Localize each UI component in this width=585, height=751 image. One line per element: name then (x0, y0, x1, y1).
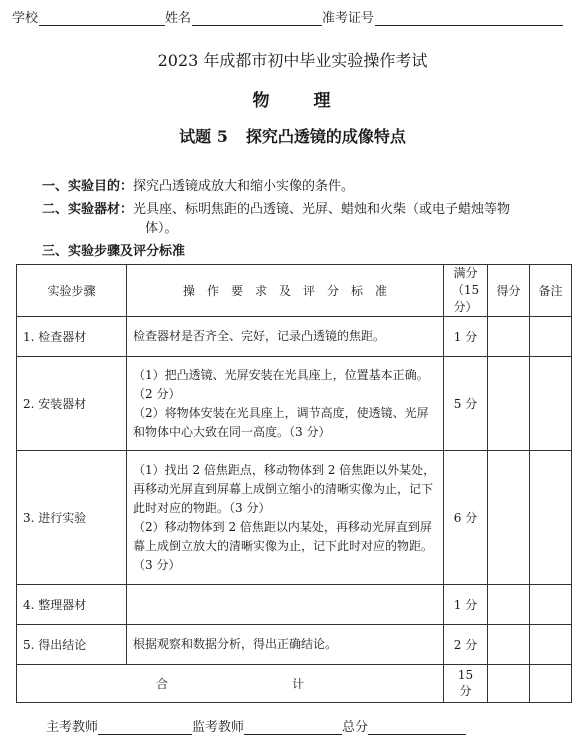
table-total-row (17, 665, 572, 703)
proctor-field[interactable] (244, 720, 342, 735)
section-steps-label: 三、实验步骤及评分标准 (42, 244, 186, 259)
row-2-full: 5 分 (444, 357, 488, 451)
table-row (17, 317, 572, 357)
exam-title: 2023 年成都市初中毕业实验操作考试 (157, 51, 428, 70)
subject-title (0, 86, 585, 111)
row-1-req-1: 检查器材是否齐全、完好，记录凸透镜的焦距。 (133, 329, 386, 343)
row-5-step: 5. 得出结论 (17, 625, 127, 665)
row-5-req-1: 根据观察和数据分析，得出正确结论。 (133, 637, 338, 651)
header-full-score-2: （15 分） (451, 283, 480, 314)
row-5-score-cell[interactable] (488, 625, 530, 665)
section-purpose-label: 一、实验目的： (42, 179, 134, 194)
total-score-field[interactable] (368, 720, 466, 735)
row-5-note-cell[interactable] (530, 625, 572, 665)
proctor-label: 监考教师 (192, 720, 245, 735)
row-3-requirement (127, 451, 444, 585)
row-2-req-1: （1）把凸透镜、光屏安装在光具座上，位置基本正确。（2 分） (133, 367, 429, 401)
exam-no-field[interactable] (375, 11, 563, 26)
signature-footer (46, 716, 466, 735)
row-2-step: 2. 安装器材 (17, 357, 127, 451)
table-row (17, 585, 572, 625)
row-3-full: 6 分 (444, 451, 488, 585)
row-1-score-cell[interactable] (488, 317, 530, 357)
section-purpose (42, 177, 354, 196)
total-score-label: 总分 (342, 720, 369, 735)
row-3-req-1: （1）找出 2 倍焦距点，移动物体到 2 倍焦距以外某处，再移动光屏直到屏幕上成倒立缩小的清晰实像为止，记下此时对应的物距。（3 分） (133, 462, 436, 515)
section-purpose-text: 探究凸透镜成放大和缩小实像的条件。 (133, 179, 355, 194)
row-4-note-cell[interactable] (530, 585, 572, 625)
row-5-requirement (127, 625, 444, 665)
question-number: 试题 5 (179, 127, 228, 146)
section-equipment-label: 二、实验器材： (42, 202, 134, 217)
school-label: 学校 (12, 11, 39, 26)
total-full: 15 分 (444, 665, 488, 703)
row-2-req-2: （2）将物体安装在光具座上，调节高度，使透镜、光屏和物体中心大致在同一高度。（3 分） (133, 405, 429, 439)
table-row (17, 357, 572, 451)
school-field[interactable] (39, 11, 165, 26)
chief-examiner-field[interactable] (98, 720, 192, 735)
row-3-req-2: （2）移动物体到 2 倍焦距以内某处，再移动光屏直到屏幕上成倒立放大的清晰实像为止，记下此时对应的物距。（3 分） (133, 519, 434, 572)
header-requirement: 操 作 要 求 及 评 分 标 准 (127, 265, 444, 317)
header-full-score-1: 满分 (453, 266, 478, 280)
section-steps (42, 242, 185, 261)
row-4-requirement (127, 585, 444, 625)
row-1-note-cell[interactable] (530, 317, 572, 357)
row-4-score-cell[interactable] (488, 585, 530, 625)
subject-char-a: 物 (252, 91, 272, 111)
section-equipment (42, 200, 575, 238)
total-note-cell[interactable] (530, 665, 572, 703)
row-1-full: 1 分 (444, 317, 488, 357)
question-title (0, 124, 585, 147)
row-4-full: 1 分 (444, 585, 488, 625)
row-2-requirement (127, 357, 444, 451)
row-3-step: 3. 进行实验 (17, 451, 127, 585)
exam-header-fields (12, 6, 577, 26)
name-field[interactable] (192, 11, 322, 26)
total-score-cell[interactable] (488, 665, 530, 703)
row-5-full: 2 分 (444, 625, 488, 665)
subject-char-b: 理 (313, 91, 333, 111)
table-row (17, 451, 572, 585)
name-label: 姓名 (165, 11, 192, 26)
row-1-step: 1. 检查器材 (17, 317, 127, 357)
header-score: 得分 (488, 265, 530, 317)
total-label-b: 计 (292, 677, 305, 691)
exam-no-label: 准考证号 (322, 11, 375, 26)
table-row (17, 625, 572, 665)
header-step: 实验步骤 (17, 265, 127, 317)
row-2-score-cell[interactable] (488, 357, 530, 451)
scoring-table (16, 264, 572, 703)
question-name: 探究凸透镜的成像特点 (245, 127, 406, 146)
total-label-a: 合 (155, 677, 168, 691)
header-note: 备注 (530, 265, 572, 317)
row-3-score-cell[interactable] (488, 451, 530, 585)
chief-examiner-label: 主考教师 (46, 720, 99, 735)
section-equipment-text-1: 光具座、标明焦距的凸透镜、光屏、蜡烛和火柴（或电子蜡烛等物 (133, 202, 511, 217)
row-3-note-cell[interactable] (530, 451, 572, 585)
row-1-requirement (127, 317, 444, 357)
table-header-row (17, 265, 572, 317)
row-4-step: 4. 整理器材 (17, 585, 127, 625)
total-label (17, 665, 444, 703)
section-equipment-text-2: 体）。 (145, 221, 178, 236)
row-2-note-cell[interactable] (530, 357, 572, 451)
header-full-score (444, 265, 488, 317)
